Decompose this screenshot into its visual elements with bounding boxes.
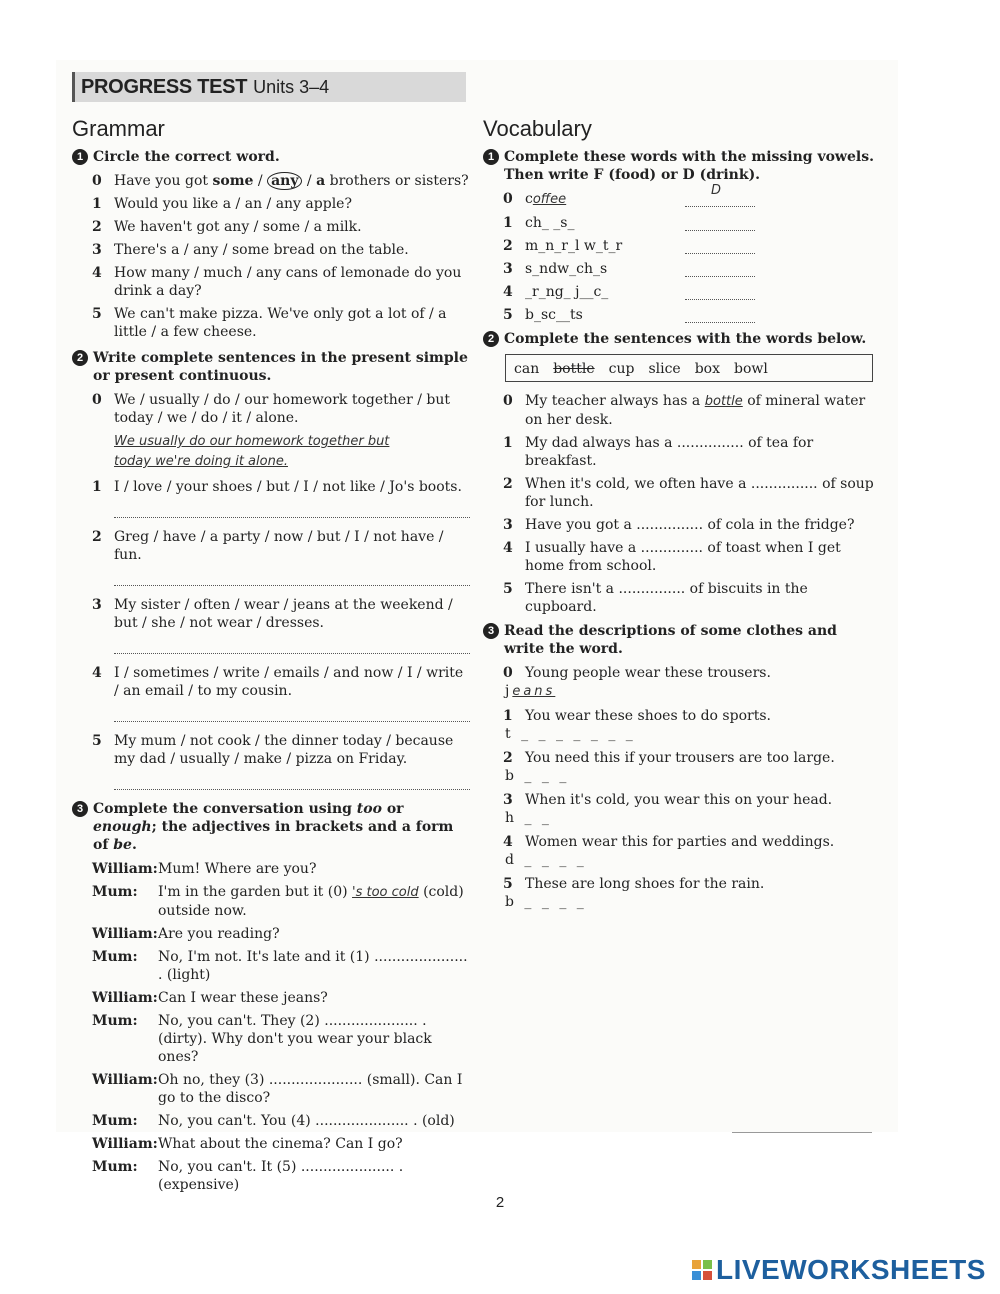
clue-blanks[interactable]: b _ _ _ — [505, 768, 570, 784]
dialog-line: William: What about the cinema? Can I go? — [92, 1136, 403, 1152]
grammar-ex1-item-0: 0 Have you got some / any / a brothers or sisters? — [92, 173, 469, 189]
example-answer: D — [711, 183, 722, 198]
vocab-ex3-item-5: 5 These are long shoes for the rain. — [503, 876, 765, 892]
grammar-ex1-instruction — [72, 148, 470, 166]
exercise-number-badge: 2 — [483, 331, 499, 347]
grammar-ex3-instruction — [72, 800, 470, 854]
exercise-number-badge: 1 — [483, 149, 499, 165]
grammar-ex2-item-1: 1 I / love / your shoes / but / I / not like / Jo's boots. — [92, 479, 462, 495]
clue-blanks[interactable]: d _ _ _ _ — [505, 852, 587, 868]
vocabulary-column — [483, 116, 881, 911]
grammar-ex2-item-3: 3 My sister / often / wear / jeans at the weekend / but / she / not wear / dresses. — [92, 597, 453, 631]
grammar-ex2-example: 0 We / usually / do / our homework together / but today / we / do / it / alone. — [92, 392, 450, 426]
example-answer-line-2: today we're doing it alone. — [114, 454, 288, 469]
vocab-ex3-item-3: 3 When it's cold, you wear this on your head. — [503, 792, 833, 808]
answer-line[interactable] — [114, 773, 470, 790]
dialog-line[interactable]: Mum: No, you can't. They (2) ..................... . (dirty). Why don't you wear your black ones? — [92, 1013, 432, 1065]
instruction-text: Circle the correct word. — [93, 149, 280, 165]
page-number: 2 — [495, 1194, 505, 1211]
grammar-ex1-item-4[interactable]: 4 How many / much / any cans of lemonade do you drink a day? — [92, 265, 462, 299]
vocab-ex1-item-5[interactable]: 5 b_sc__ts — [483, 306, 881, 324]
answer-line[interactable] — [114, 501, 470, 518]
vocab-ex1-item-1[interactable]: 1 ch_ _s_ — [483, 214, 881, 232]
grammar-title: Grammar — [72, 116, 165, 141]
grammar-ex1-item-5[interactable]: 5 We can't make pizza. We've only got a lot of / a little / a few cheese. — [92, 306, 447, 340]
circled-answer: any — [267, 172, 302, 190]
vocab-ex1-item-3[interactable]: 3 s_ndw_ch_s — [483, 260, 881, 278]
logo-blocks-icon — [692, 1260, 712, 1280]
vocabulary-title: Vocabulary — [483, 116, 592, 141]
instruction-text: Complete the conversation using too or enough; the adjectives in brackets and a form of be. — [93, 801, 454, 853]
vocab-ex1-item-0: 0 coffee D — [483, 190, 881, 209]
vocab-ex2-item-4[interactable]: 4 I usually have a .............. of toast when I get home from school. — [503, 540, 841, 574]
grammar-ex2-instruction — [72, 349, 470, 385]
vocab-ex2-item-2[interactable]: 2 When it's cold, we often have a ............... of soup for lunch. — [503, 476, 874, 510]
vocab-ex1-instruction — [483, 148, 881, 184]
dialog-line: William: Mum! Where are you? — [92, 861, 317, 877]
instruction-text: Complete the sentences with the words below. — [504, 331, 867, 347]
grammar-ex1-item-2[interactable]: 2 We haven't got any / some / a milk. — [92, 219, 362, 235]
grammar-ex1-item-1[interactable]: 1 Would you like a / an / any apple? — [92, 196, 352, 212]
page-edge-rule — [732, 1132, 872, 1133]
dialog-line[interactable]: William: Oh no, they (3) ..................... (small). Can I go to the disco? — [92, 1072, 463, 1106]
clue-example: jeans — [505, 683, 556, 699]
exercise-number-badge: 1 — [72, 149, 88, 165]
vocab-ex2-item-0: 0 My teacher always has a bottle of mineral water on her desk. — [503, 393, 866, 428]
liveworksheets-logo — [692, 1254, 986, 1286]
clue-blanks[interactable]: h _ _ — [505, 810, 552, 826]
exercise-number-badge: 2 — [72, 350, 88, 366]
answer-line[interactable] — [114, 569, 470, 586]
answer-line[interactable] — [114, 637, 470, 654]
example-answer: 's too cold — [352, 885, 419, 900]
vocab-ex2-instruction — [483, 330, 881, 348]
word-box: can bottle cup slice box bowl — [505, 354, 873, 382]
vocab-ex3-item-1: 1 You wear these shoes to do sports. — [503, 708, 771, 724]
example-answer: bottle — [704, 394, 743, 409]
vocab-ex1-item-2[interactable]: 2 m_n_r_l w_t_r — [483, 237, 881, 255]
vocab-ex3-item-4: 4 Women wear this for parties and weddings. — [503, 834, 835, 850]
clue-blanks[interactable]: t _ _ _ _ _ _ _ — [505, 726, 636, 742]
dialog-line: William: Are you reading? — [92, 926, 280, 942]
clue-blanks[interactable]: b _ _ _ _ — [505, 894, 587, 910]
vocab-ex2-item-3[interactable]: 3 Have you got a ............... of cola in the fridge? — [503, 517, 855, 533]
answer-line[interactable] — [114, 705, 470, 722]
vocab-ex2-item-1[interactable]: 1 My dad always has a ............... of tea for breakfast. — [503, 435, 814, 469]
vocab-ex1-item-4[interactable]: 4 _r_ng_ j__c_ — [483, 283, 881, 301]
instruction-text: Write complete sentences in the present simple or present continuous. — [93, 350, 468, 384]
dialog-line[interactable]: Mum: No, I'm not. It's late and it (1) ..................... . (light) — [92, 949, 468, 983]
test-header-banner — [72, 72, 466, 102]
brand-name: LIVEWORKSHEETS — [716, 1254, 986, 1285]
dialog-line[interactable]: Mum: No, you can't. It (5) ..................... . (expensive) — [92, 1159, 404, 1193]
instruction-text: Complete these words with the missing vowels. Then write F (food) or D (drink). — [504, 149, 874, 183]
dialog-line: Mum: I'm in the garden but it (0) 's too cold (cold) outside now. — [92, 884, 464, 919]
grammar-ex2-item-5: 5 My mum / not cook / the dinner today / because my dad / usually / make / pizza on Friday. — [92, 733, 454, 767]
grammar-column — [72, 116, 470, 1199]
grammar-ex1-item-3[interactable]: 3 There's a / any / some bread on the table. — [92, 242, 409, 258]
vocab-ex3-instruction — [483, 622, 881, 658]
dialog-line[interactable]: Mum: No, you can't. You (4) ..................... . (old) — [92, 1113, 455, 1129]
header-title-units: Units 3–4 — [253, 77, 330, 97]
vocab-ex3-item-2: 2 You need this if your trousers are too large. — [503, 750, 835, 766]
vocab-ex3-item-0: 0 Young people wear these trousers. — [503, 665, 771, 681]
dialog-line: William: Can I wear these jeans? — [92, 990, 328, 1006]
vocab-ex2-item-5[interactable]: 5 There isn't a ............... of biscuits in the cupboard. — [503, 581, 808, 615]
grammar-ex2-item-2: 2 Greg / have / a party / now / but / I / not have / fun. — [92, 529, 444, 563]
grammar-ex2-item-4: 4 I / sometimes / write / emails / and now / I / write / an email / to my cousin. — [92, 665, 464, 699]
instruction-text: Read the descriptions of some clothes and write the word. — [504, 623, 837, 657]
exercise-number-badge: 3 — [483, 623, 499, 639]
example-answer-line-1: We usually do our homework together but — [114, 434, 390, 449]
header-title-bold: PROGRESS TEST — [81, 76, 248, 98]
exercise-number-badge: 3 — [72, 801, 88, 817]
